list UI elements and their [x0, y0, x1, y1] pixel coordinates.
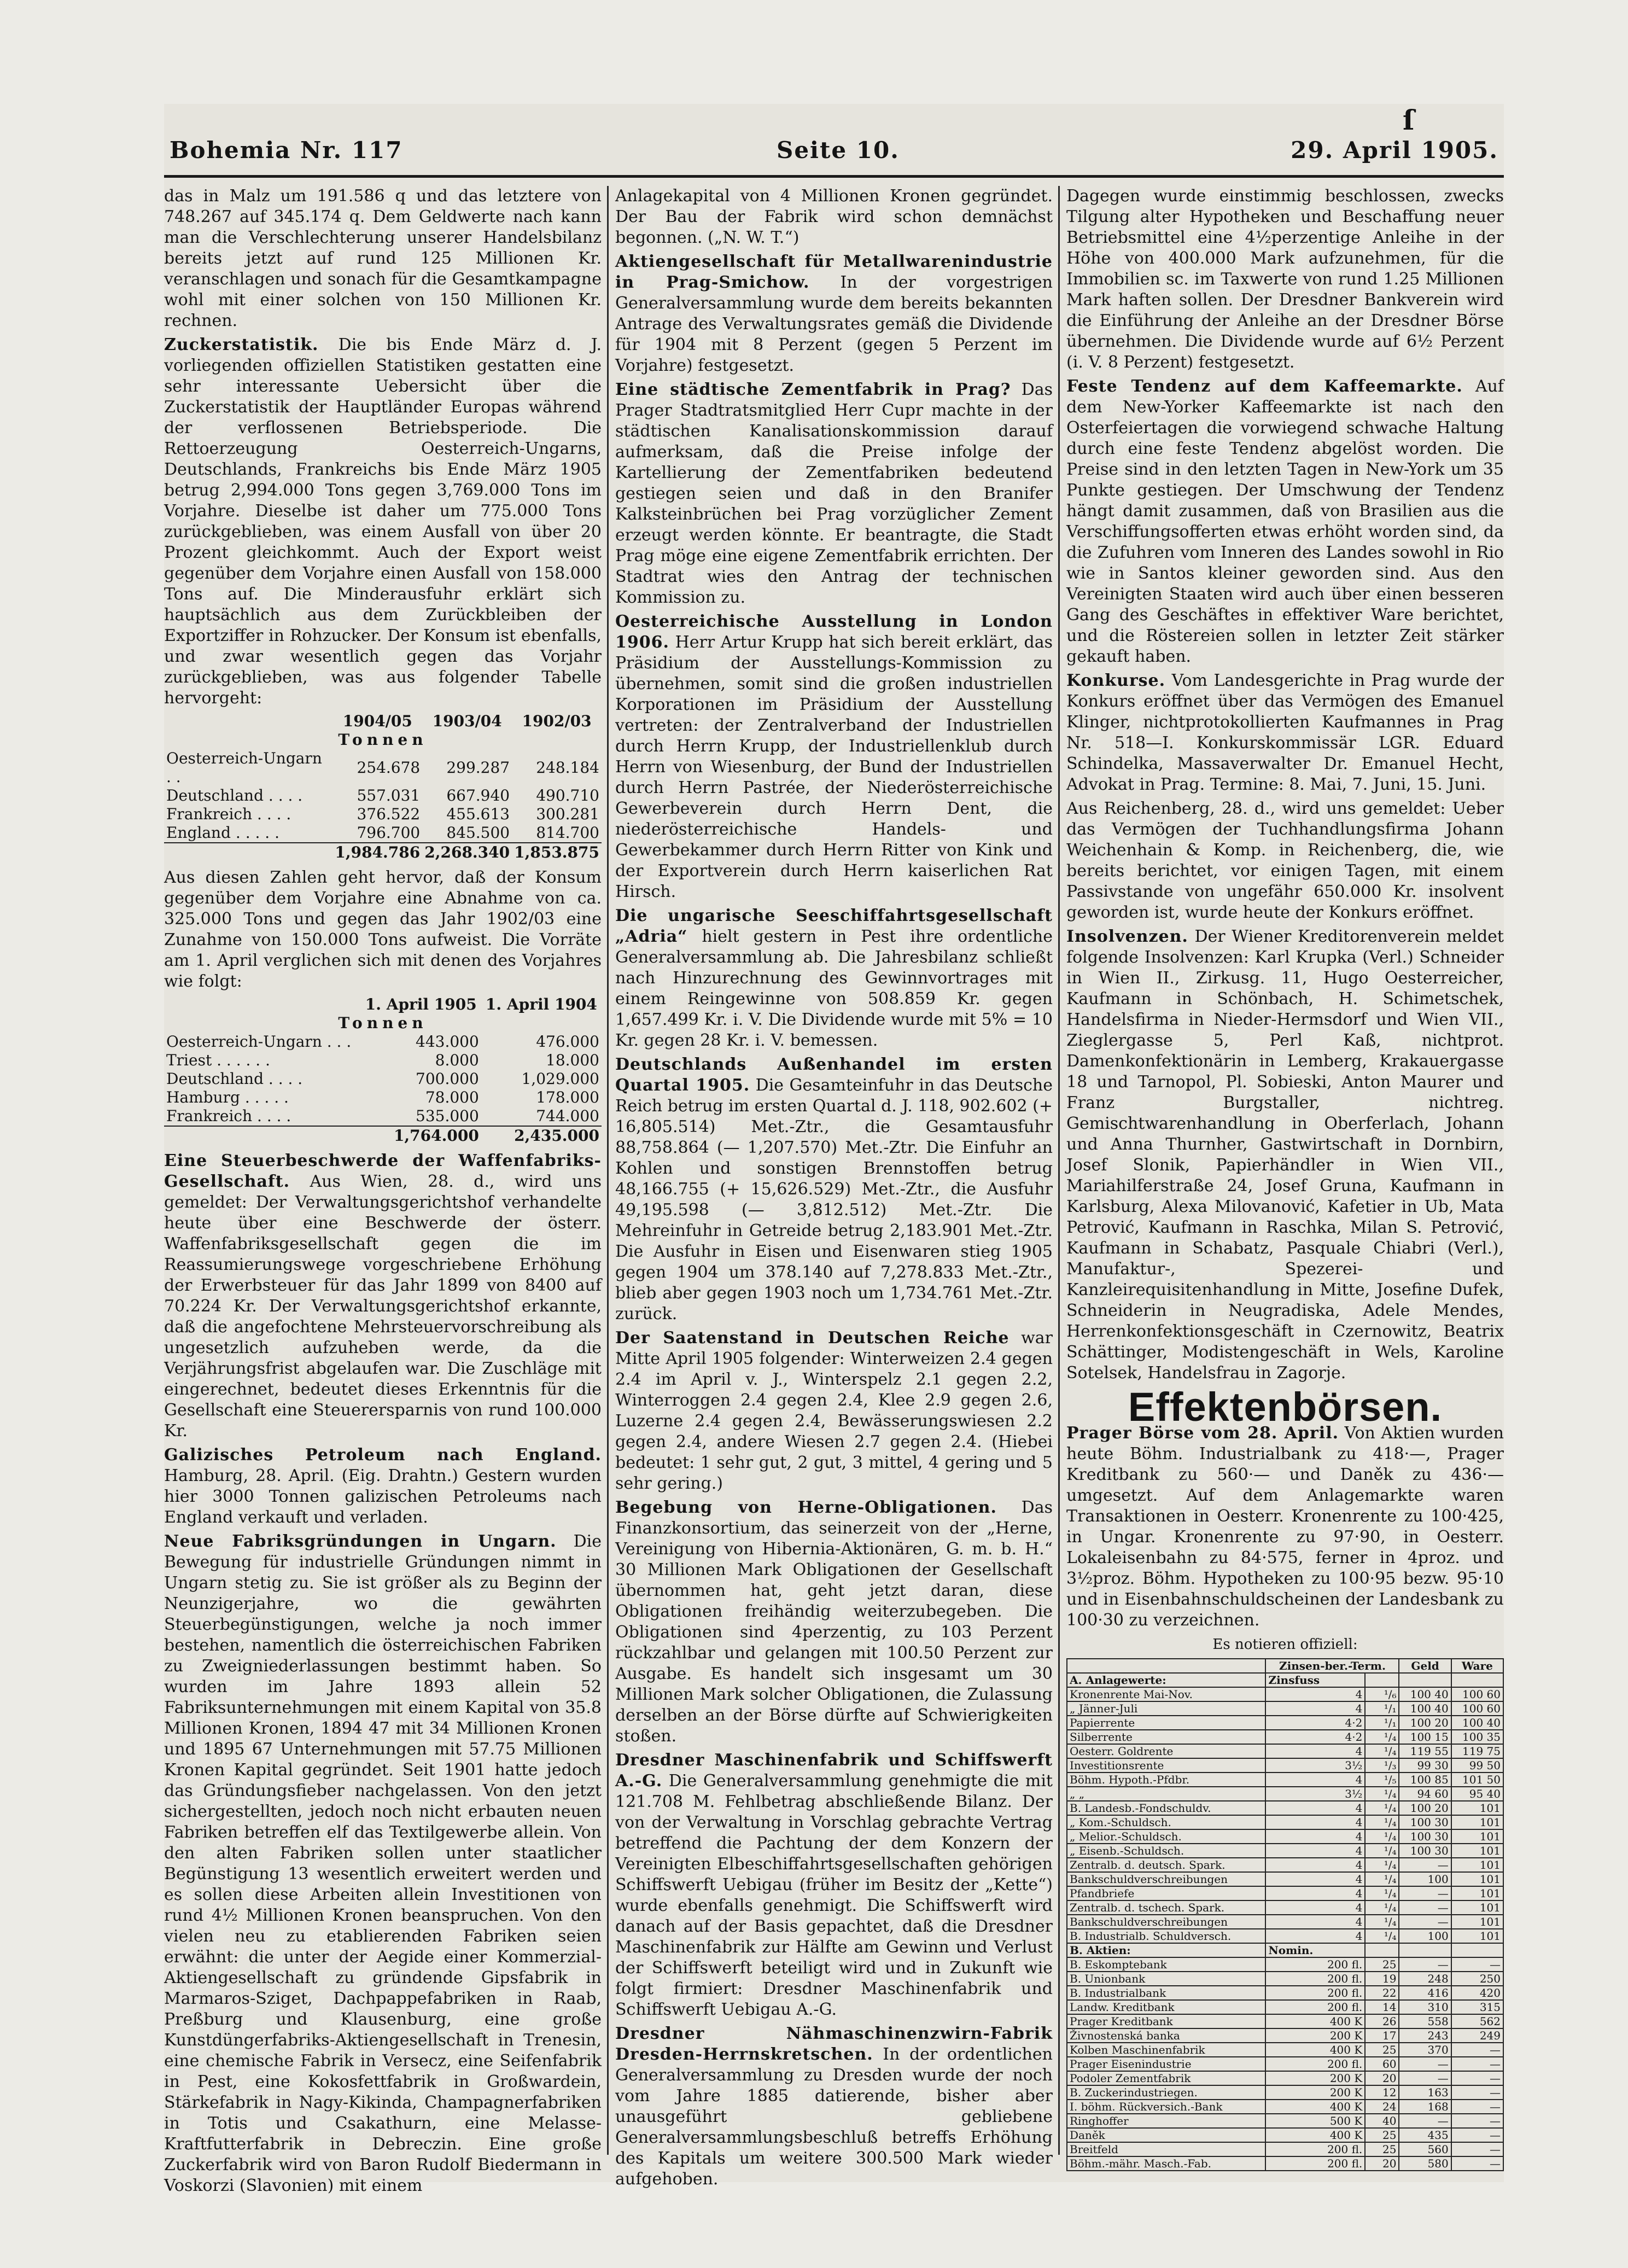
article: [1066, 376, 1504, 667]
article-heading: Die ungarische Seeschiffahrtsgesellschaft „Adria“: [615, 906, 1053, 946]
article: [164, 335, 602, 709]
table-header: 1904/05: [342, 712, 412, 730]
table-row: Investitionsrente 3½ ¹/₃ 99 30 99 50: [1067, 1758, 1503, 1773]
header-issue: Bohemia Nr. 117: [170, 137, 403, 164]
table-section-row: B. Aktien: Nomin.: [1067, 1943, 1503, 1957]
table-row: Daněk 400 K 25 435 —: [1067, 2128, 1503, 2142]
table-row: „ Jänner-Juli 4 ¹/₁ 100 40 100 60: [1067, 1701, 1503, 1716]
article-text: war Mitte April 1905 folgender: Winterweizen 2.4 gegen 2.4 im April v. J., Winterspelz 2.1 gegen 2.2, Winterroggen 2.4 gegen 2.4, Klee 2.9 gegen 2.6, Luzerne 2.4 gegen 2.4, Bewässerungswiesen 2.2 gegen 2.4, andere Wiesen 2.7 gegen 2.4. (Hiebei bedeutet: 1 sehr gut, 2 gut, 3 mittel, 4 gering und 5 sehr gering.): [615, 1328, 1053, 1493]
sugar-stocks-table: [164, 995, 602, 1145]
article: [164, 1531, 602, 2196]
table-row: B. Industrialbank 200 fl. 22 416 420: [1067, 1986, 1503, 2000]
table-row: B. Industrialb. Schuldversch. 4 ¹/₄ 100 101: [1067, 1929, 1503, 1943]
article-text: Von Aktien wurden heute Böhm. Industrialbank zu 418·—, Prager Kreditbank zu 560·— und Daněk zu 436·— umgesetzt. Auf dem Anlagemarkte waren Transaktionen in Oesterr. Kronenrente zu 100·425, in Ungar. Kronenrente zu 97·90, in Oesterr. Lokaleisenbahn zu 84·575, ferner in 4proz. und 3½proz. Böhm. Hypotheken zu 100·95 bezw. 95·10 und in Eisenbahnschuldscheinen der Landesbank zu 100·30 zu verzeichnen.: [1066, 1424, 1504, 1630]
page-header: [164, 137, 1504, 175]
table-sum-row: 1,764.000 2,435.000: [164, 1126, 602, 1145]
column-3: [1066, 186, 1504, 2170]
table-row: Hamburg . . . . . 78.000 178.000: [166, 1088, 599, 1106]
article: [1066, 1423, 1504, 1631]
article: [615, 1328, 1053, 1494]
table-section-row: A. Anlagewerte: Zinsfuss: [1067, 1673, 1503, 1687]
table-row: Frankreich . . . . 376.522 455.613 300.281: [166, 805, 599, 823]
article-heading: Eine städtische Zementfabrik in Prag?: [615, 380, 1011, 399]
article-text: Herr Artur Krupp hat sich bereit erklärt, das Präsidium der Ausstellungs-Kommission zu übernehmen, somit sind die großen industriellen Korporationen im Präsidium der Ausstellung vertreten: der Zentralverband der Industriellen durch Herrn Krupp, der Industriellenklub durch Herrn von Wiesenburg, der Bund der Industriellen durch Herrn Pastrée, der Niederösterreichische Gewerbeverein durch Herrn Dent, die niederösterreichische Handels- und Gewerbekammer durch Herrn Ritter von Kink und der Exportverein durch Herrn kaiserlichen Rat Hirsch.: [615, 633, 1053, 901]
article-text: Aus Wien, 28. d., wird uns gemeldet: Der Verwaltungsgerichtshof verhandelte heute über eine Beschwerde der österr. Waffenfabriksgesellschaft gegen die im Reassumierungswege vorgeschriebene Erhöhung der Erwerbsteuer für das Jahr 1899 von 8400 auf 70.224 Kr. Der Verwaltungsgerichtshof erkannte, daß die angefochtene Mehrsteuervorschreibung als ungesetzlich aufzuheben werde, da die Verjährungsfrist abgelaufen war. Die Zuschläge mit eingerechnet, bedeutet dieses Erkenntnis für die Gesellschaft eine Steuerersparnis von rund 100.000 Kr.: [164, 1172, 602, 1441]
article-heading: Oesterreichische Ausstellung in London 1906.: [615, 612, 1053, 652]
stock-quotes-table: [1066, 1658, 1504, 2171]
article: [615, 2024, 1053, 2190]
article-text: Die Gesamteinfuhr in das Deutsche Reich betrug im ersten Quartal d. J. 118, 902.602 (+ 16,805.514) Met.-Ztr., die Gesamtausfuhr 88,758.864 (— 1,207.570) Met.-Ztr. Die Einfuhr an Kohlen und sonstigen Brennstoffen betrug 48,166.755 (+ 15,626.529) Met.-Ztr., die Ausfuhr 49,195.598 (— 3,812.512) Met.-Ztr. Die Mehreinfuhr in Getreide betrug 2,183.901 Met.-Ztr. Die Ausfuhr in Eisen und Eisenwaren stieg 1905 gegen 1904 um 378.140 auf 7,278.833 Met.-Ztr., blieb aber gegen 1903 noch um 1,734.761 Met.-Ztr. zurück.: [615, 1076, 1053, 1324]
article-text: Anlagekapital von 4 Millionen Kronen gegründet. Der Bau der Fabrik wird schon demnächst begonnen. („N. W. T.“): [615, 186, 1053, 247]
corner-mark: ſ: [1403, 104, 1415, 136]
table-row: Deutschland . . . . 557.031 667.940 490.710: [166, 786, 599, 804]
article-text: das in Malz um 191.586 q und das letztere von 748.267 auf 345.174 q. Dem Geldwerte nach kann man die Verschlechterung unserer Handelsbilanz bereits jetzt auf rund 125 Millionen Kr. veranschlagen und sonach für die Gesamtkampagne wohl mit einer solchen von 150 Millionen Kr. rechnen.: [164, 186, 602, 330]
article-text: Das Prager Stadtratsmitglied Herr Cupr machte in der städtischen Kanalisationskommission darauf aufmerksam, daß die Preise infolge der Kartellierung der Zementfabriken bedeutend gestiegen seien und daß in den Branifer Kalksteinbrüchen bei Prag vorzüglicher Zement erzeugt werden könnte. Er beantragte, die Stadt Prag möge eine eigene Zementfabrik errichten. Der Stadtrat wies den Antrag der technischen Kommission zu.: [615, 380, 1053, 607]
article-heading: Insolvenzen.: [1066, 927, 1188, 946]
article-heading: Eine Steuerbeschwerde der Waffenfabriks-Gesellschaft.: [164, 1151, 602, 1191]
article-text: Vom Landesgerichte in Prag wurde der Konkurs eröffnet über das Vermögen des Emanuel Klinger, nichtprotokollierten Kaufmannes in Prag Nr. 518—I. Konkurskommissär LGR. Eduard Schindelka, Massaverwalter Dr. Emanuel Hecht, Advokat in Prag. Termine: 8. Mai, 7. Juni, 15. Juni.: [1066, 671, 1504, 794]
article-text: In der ordentlichen Generalversammlung zu Dresden wurde der noch vom Jahre 1885 datierende, bisher aber unausgeführt gebliebene Generalversammlungsbeschluß betreffs Erhöhung des Kapitals um weitere 300.500 Mark wieder aufgehoben.: [615, 2045, 1053, 2189]
article: [615, 380, 1053, 608]
article-text: Auf dem New-Yorker Kaffeemarkte ist nach den Osterfeiertagen die vorwiegend schwache Haltung durch eine feste Tendenz abgelöst worden. Die Preise sind in den letzten Tagen in New-York um 35 Punkte gestiegen. Der Umschwung der Tendenz hängt damit zusammen, daß von Brasilien aus die Verschiffungsofferten etwas erhöht worden sind, da die Zufuhren vom Inneren des Landes sowohl in Rio wie in Santos kleiner geworden sind. Aus den Vereinigten Staaten wird auch über einen besseren Gang des Geschäftes in effektiver Ware berichtet, und die Röstereien sollen in letzter Zeit stärker gekauft haben.: [1066, 377, 1504, 666]
article-text: Der Wiener Kreditorenverein meldet folgende Insolvenzen: Karl Krupka (Verl.) Schneider in Wien II., Zirkusg. 11, Hugo Oesterreicher, Kaufmann in Schönbach, H. Schimetschek, Handelsfirma in Nieder-Hermsdorf und Wien VII., Zieglergasse 5, Perl Kaß, nichtprot. Damenkonfektionärin in Lemberg, Krakauergasse 18 und Tarnopol, Pl. Sobieski, Anton Maurer und Franz Burgstaller, nichtreg. Gemischtwarenhandlung in Oberferlach, Johann und Anna Thurnher, Gastwirtschaft in Dornbirn, Josef Slonik, Papierhändler in Wien VII., Mariahilferstraße 24, Josef Gruna, Kaufmann in Karlsburg, Alexa Milovanović, Kafetier in Ub, Mata Petrović, Kaufmann in Raschka, Milan S. Petrović, Kaufmann in Schabatz, Pasquale Chiabri (Verl.), Manufaktur-, Spezerei- und Kanzleirequisitenhandlung in Mitte, Josefine Dufek, Schneiderin in Neugradiska, Adele Mendes, Herrenkonfektionsgeschäft in Czernowitz, Beatrix Schättinger, Modistengeschäft in Wels, Karoline Sotelsek, Handelsfrau in Zagorje.: [1066, 927, 1504, 1383]
table-row: Frankreich . . . . 535.000 744.000: [166, 1107, 599, 1125]
table-header: 1902/03: [522, 712, 592, 730]
table-row: Böhm.-mähr. Masch.-Fab. 200 fl. 20 580 —: [1067, 2156, 1503, 2171]
article-heading: Konkurse.: [1066, 671, 1166, 690]
article: [615, 906, 1053, 1051]
article-text: Die bis Ende März d. J. vorliegenden offiziellen Statistiken gestatten eine sehr interessante Uebersicht über die Zuckerstatistik der Hauptländer Europas während der verflossenen Betriebsperiode. Die Rettoerzeugung Oesterreich-Ungarns, Deutschlands, Frankreichs bis Ende März 1905 betrug 2,994.000 Tons gegen 3,769.000 Tons im Vorjahre. Dieselbe ist daher um 775.000 Tons zurückgeblieben, was einem Ausfall von über 20 Prozent gleichkommt. Auch der Export weist gegenüber dem Vorjahre einen Ausfall von 158.000 Tons auf. Die Minderausfuhr erklärt sich hauptsächlich aus dem Zurückbleiben der Exportziffer in Rohzucker. Der Konsum ist ebenfalls, und zwar wesentlich gegen das Vorjahr zurückgeblieben, was aus folgender Tabelle hervorgeht:: [164, 335, 602, 708]
table-unit: Tonnen: [338, 1014, 428, 1032]
article-heading: Aktiengesellschaft für Metallwarenindustrie in Prag-Smichow.: [615, 252, 1053, 292]
article-heading: Galizisches Petroleum nach England.: [164, 1445, 602, 1465]
table-row: Kronenrente Mai-Nov. 4 ¹/₆ 100 40 100 60: [1067, 1687, 1503, 1701]
table-row: Papierrente 4·2 ¹/₁ 100 20 100 40: [1067, 1716, 1503, 1730]
table-row: Silberrente 4·2 ¹/₄ 100 15 100 35: [1067, 1730, 1503, 1744]
table-row: Oesterreich-Ungarn . . 254.678 299.287 248.184: [166, 749, 599, 786]
table-row: Böhm. Hypoth.-Pfdbr. 4 ¹/₅ 100 85 101 50: [1067, 1773, 1503, 1787]
newspaper-page: [164, 104, 1504, 2195]
table-header: Zinsen-ber.-Term.: [1265, 1659, 1399, 1673]
article: [615, 1054, 1053, 1325]
table-header: Geld: [1399, 1659, 1451, 1673]
table-row: B. Unionbank 200 fl. 19 248 250: [1067, 1972, 1503, 1986]
column-1: [164, 186, 602, 2195]
table-header: Ware: [1451, 1659, 1503, 1673]
table-row: Zentralb. d. deutsch. Spark. 4 ¹/₄ — 101: [1067, 1858, 1503, 1872]
table-row: Deutschland . . . . 700.000 1,029.000: [166, 1070, 599, 1088]
article-heading: Feste Tendenz auf dem Kaffeemarkte.: [1066, 377, 1463, 396]
article-text: Hamburg, 28. April. (Eig. Drahtn.) Gestern wurden hier 3000 Tonnen galizischen Petroleums nach England verkauft und verladen.: [164, 1466, 602, 1527]
article-text: Die Generalversammlung genehmigte die mit 121.708 M. Fehlbetrag abschließende Bilanz. Der von der Verwaltung in Vorschlag gebrachte Vertrag betreffend die Pachtung der dem Konzern der Vereinigten Elbeschiffahrtsgesellschaften gehörigen Schiffswerft Uebigau (früher im Besitz der „Kette“) wurde ebenfalls genehmigt. Die Schiffswerft wird danach auf der Basis gepachtet, daß die Dresdner Maschinenfabrik zur Hälfte am Gewinn und Verlust der Schiffswerft beteiligt wird und in Zukunft wie folgt firmiert: Dresdner Maschinenfabrik und Schiffswerft Uebigau A.-G.: [615, 1771, 1053, 2019]
table-row: B. Eskomptebank 200 fl. 25 — —: [1067, 1957, 1503, 1972]
article-heading: Zuckerstatistik.: [164, 335, 319, 354]
article-heading: Der Saatenstand in Deutschen Reiche: [615, 1328, 1010, 1348]
table-row: I. böhm. Rückversich.-Bank 400 K 24 168 —: [1067, 2100, 1503, 2114]
column-divider: [1058, 186, 1060, 2155]
article-heading: Dresdner Maschinenfabrik und Schiffswerft A.-G.: [615, 1751, 1053, 1791]
column-2: [615, 186, 1053, 2189]
article-text: hielt gestern in Pest ihre ordentliche Generalversammlung ab. Die Jahresbilanz schließt nach Hinzurechnung des Gewinnvortrages mit einem Reingewinne von 508.859 Kr. gegen 1,657.499 Kr. i. V. Die Dividende wurde mit 5% = 10 Kr. gegen 28 Kr. i. V. bemessen.: [615, 927, 1053, 1050]
table-row: Bankschuldverschreibungen 4 ¹/₄ 100 101: [1067, 1872, 1503, 1886]
table-row: Prager Eisenindustrie 200 fl. 60 — —: [1067, 2057, 1503, 2071]
table-row: B. Zuckerindustriegen. 200 K 12 163 —: [1067, 2085, 1503, 2100]
article: [615, 1750, 1053, 2020]
article-text: Aus diesen Zahlen geht hervor, daß der Konsum gegenüber dem Vorjahre eine Abnahme von ca. 325.000 Tons und gegen das Jahr 1902/03 eine Zunahme von 150.000 Tons aufweist. Die Vorräte am 1. April verglichen sich mit denen des Vorjahres wie folgt:: [164, 868, 602, 991]
article-text: Die Bewegung für industrielle Gründungen nimmt in Ungarn stetig zu. Sie ist größer als zu Beginn der Neunzigerjahre, wo die gewährten Steuerbegünstigungen, welche ja noch immer bestehen, namentlich die österreichischen Fabriken zu Zweigniederlassungen bestimmt haben. So wurden im Jahre 1893 allein 52 Fabriksunternehmungen mit einem Kapital von 35.8 Millionen Kronen, 1894 47 mit 34 Millionen Kronen und 1895 67 Unternehmungen mit 57.75 Millionen Kronen Kapital gegründet. Seit 1901 hatte jedoch das Gründungsfieber nachgelassen. Von den jetzt sichergestellten, jedoch noch nicht erbauten neuen Fabriken betreffen elf das Textilgewerbe allein. Von den alten Fabriken sollen unter staatlicher Begünstigung 13 wesentlich erweitert werden und es sollen diese Arbeiten allein Investitionen von rund 4½ Millionen Kronen beanspruchen. Von den vielen neu zu etablierenden Fabriken seien erwähnt: die unter der Aegide einer Kommerzial-Aktiengesellschaft zu gründende Gipsfabrik in Marmaros-Sziget, Dachpappefabriken in Raab, Preßburg und Klausenburg, eine große Kunstdüngerfabriks-Aktiengesellschaft in Trenesin, eine chemische Fabrik in Versecz, eine Seifenfabrik in Pest, eine Kokosfettfabrik in Großwardein, Stärkefabrik in Nagy-Kikinda, Champagnerfabriken in Totis und Csakathurn, eine Melasse-Kraftfutterfabrik in Debreczin. Eine große Zuckerfabrik wird von Baron Rudolf Biedermann in Voskorzi (Slavonien) mit einem: [164, 1532, 602, 2195]
table-row: Ringhoffer 500 K 40 — —: [1067, 2114, 1503, 2128]
table-row: Bankschuldverschreibungen 4 ¹/₄ — 101: [1067, 1915, 1503, 1929]
table-row: „ „ 3½ ¹/₄ 94 60 95 40: [1067, 1787, 1503, 1801]
article: [615, 1497, 1053, 1747]
header-rule: [164, 175, 1504, 178]
column-divider: [607, 186, 609, 2155]
article-text: Dagegen wurde einstimmig beschlossen, zwecks Tilgung alter Hypotheken und Beschaffung neuer Betriebsmittel eine 4½perzentige Anleihe in der Höhe von 400.000 Mark aufzunehmen, für die Immobilien sc. im Taxwerte von rund 1.25 Millionen Mark haften sollen. Der Dresdner Bankverein wird die Einführung der Anleihe an der Dresdner Börse übernehmen. Die Dividende wurde auf 6½ Perzent (i. V. 8 Perzent) festgesetzt.: [1066, 186, 1504, 372]
article: [1066, 926, 1504, 1384]
article: [164, 1151, 602, 1442]
table-row: Oesterreich-Ungarn . . . 443.000 476.000: [166, 1033, 599, 1051]
table-sum-row: 1,984.786 2,268.340 1,853.875: [164, 843, 602, 862]
article: [615, 611, 1053, 902]
section-title: Effektenbörsen.: [1128, 1384, 1443, 1430]
table-header: 1. April 1905: [365, 995, 477, 1013]
header-page-number: Seite 10.: [777, 137, 900, 164]
article-heading: Neue Fabriksgründungen in Ungarn.: [164, 1532, 557, 1551]
table-row: England . . . . . 796.700 845.500 814.700: [166, 824, 599, 842]
table-row: Kolben Maschinenfabrik 400 K 25 370 —: [1067, 2043, 1503, 2057]
table-row: Oesterr. Goldrente 4 ¹/₄ 119 55 119 75: [1067, 1744, 1503, 1758]
article-text: Aus Reichenberg, 28. d., wird uns gemeldet: Ueber das Vermögen der Tuchhandlungsfirma Johann Weichenhain & Komp. in Reichenberg, die, wie bereits berichtet, vor einigen Tagen, mit einem Passivstande von ungefähr 650.000 Kr. insolvent geworden ist, wurde heute der Konkurs eröffnet.: [1066, 799, 1504, 922]
table-caption: Es notieren offiziell:: [1212, 1636, 1358, 1653]
table-row: B. Landesb.-Fondschuldv. 4 ¹/₄ 100 20 101: [1067, 1801, 1503, 1815]
table-unit: Tonnen: [338, 731, 428, 749]
table-row: Breitfeld 200 fl. 25 560 —: [1067, 2142, 1503, 2156]
article-text: In der vorgestrigen Generalversammlung wurde dem bereits bekannten Antrage des Verwaltungsrates gemäß die Dividende für 1904 mit 8 Perzent (gegen 5 Perzent im Vorjahre) festgesetzt.: [615, 273, 1053, 375]
article: [615, 252, 1053, 376]
table-row: Triest . . . . . . 8.000 18.000: [166, 1051, 599, 1069]
header-date: 29. April 1905.: [1291, 137, 1498, 164]
table-row: „ Kom.-Schuldsch. 4 ¹/₄ 100 30 101: [1067, 1815, 1503, 1829]
article-heading: Prager Börse vom 28. April.: [1066, 1424, 1339, 1443]
table-header: 1. April 1904: [485, 995, 597, 1013]
table-row: Prager Kreditbank 400 K 26 558 562: [1067, 2014, 1503, 2028]
article: [1066, 671, 1504, 795]
sugar-consumption-table: [164, 712, 602, 862]
article-heading: Dresdner Nähmaschinenzwirn-Fabrik Dresden-Herrnskretschen.: [615, 2024, 1053, 2064]
article-heading: Deutschlands Außenhandel im ersten Quartal 1905.: [615, 1055, 1053, 1095]
article: [164, 1445, 602, 1528]
table-row: Pfandbriefe 4 ¹/₄ — 101: [1067, 1886, 1503, 1900]
table-row: „ Melior.-Schuldsch. 4 ¹/₄ 100 30 101: [1067, 1829, 1503, 1844]
table-row: Živnostenská banka 200 K 17 243 249: [1067, 2028, 1503, 2043]
table-header: 1903/04: [432, 712, 502, 730]
article-text: Das Finanzkonsortium, das seinerzeit von der „Herne, Vereinigung von Hibernia-Aktionären, G. m. b. H.“ 30 Millionen Mark Obligationen der Gesellschaft übernommen hat, geht jetzt daran, diese Obligationen freihändig weiterzubegeben. Die Obligationen sind 4perzentig, zu 103 Perzent rückzahlbar und gelangen mit 100.50 Perzent zur Ausgabe. Es handelt sich insgesamt um 30 Millionen Mark solcher Obligationen, die Zulassung derselben an der Börse dürfte auf Schwierigkeiten stoßen.: [615, 1498, 1053, 1746]
article-heading: Begebung von Herne-Obligationen.: [615, 1498, 997, 1517]
table-row: Landw. Kreditbank 200 fl. 14 310 315: [1067, 2000, 1503, 2014]
table-row: Zentralb. d. tschech. Spark. 4 ¹/₄ — 101: [1067, 1900, 1503, 1915]
table-row: „ Eisenb.-Schuldsch. 4 ¹/₄ 100 30 101: [1067, 1844, 1503, 1858]
table-row: Podoler Zementfabrik 200 K 20 — —: [1067, 2071, 1503, 2085]
